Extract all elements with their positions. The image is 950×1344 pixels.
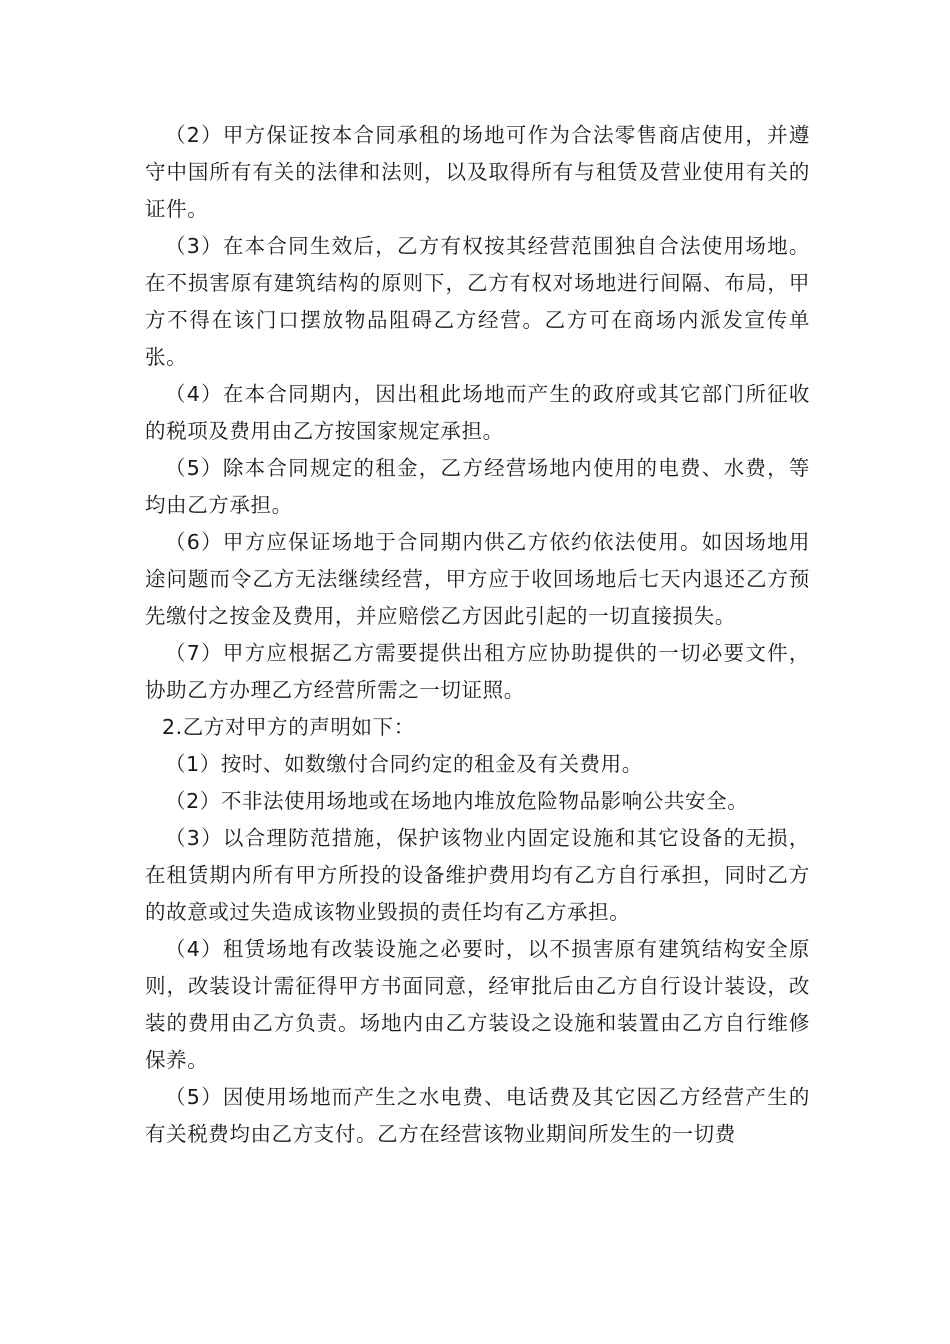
paragraph-party-a-3: （3）在本合同生效后，乙方有权按其经营范围独自合法使用场地。在不损害原有建筑结构的原则下，乙方有权对场地进行间隔、布局，甲方不得在该门口摆放物品阻碍乙方经营。乙方可在商场内派发宣传单张。 [145, 234, 810, 369]
section-heading-party-b: 2.乙方对甲方的声明如下： [162, 715, 415, 739]
paragraph-party-a-6: （6）甲方应保证场地于合同期内供乙方依约依法使用。如因场地用途问题而令乙方无法继续经营，甲方应于收回场地后七天内退还乙方预先缴付之按金及费用，并应赔偿乙方因此引起的一切直接损失。 [145, 530, 810, 628]
document-body [145, 117, 810, 1153]
paragraph-party-a-7: （7）甲方应根据乙方需要提供出租方应协助提供的一切必要文件，协助乙方办理乙方经营所需之一切证照。 [145, 641, 810, 702]
paragraph-party-b-2: （2）不非法使用场地或在场地内堆放危险物品影响公共安全。 [165, 789, 749, 813]
paragraph-party-b-3: （3）以合理防范措施，保护该物业内固定设施和其它设备的无损，在租赁期内所有甲方所投的设备维护费用均有乙方自行承担，同时乙方的故意或过失造成该物业毁损的责任均有乙方承担。 [145, 826, 810, 924]
paragraph-party-b-1: （1）按时、如数缴付合同约定的租金及有关费用。 [165, 752, 643, 776]
paragraph-party-a-5: （5）除本合同规定的租金，乙方经营场地内使用的电费、水费，等均由乙方承担。 [145, 456, 810, 517]
paragraph-party-a-2: （2）甲方保证按本合同承租的场地可作为合法零售商店使用，并遵守中国所有有关的法律和法则，以及取得所有与租赁及营业使用有关的证件。 [145, 123, 810, 221]
paragraph-party-b-5: （5）因使用场地而产生之水电费、电话费及其它因乙方经营产生的有关税费均由乙方支付。乙方在经营该物业期间所发生的一切费 [145, 1085, 810, 1146]
paragraph-party-a-4: （4）在本合同期内，因出租此场地而产生的政府或其它部门所征收的税项及费用由乙方按国家规定承担。 [145, 382, 810, 443]
paragraph-party-b-4: （4）租赁场地有改装设施之必要时，以不损害原有建筑结构安全原则，改装设计需征得甲方书面同意，经审批后由乙方自行设计装设，改装的费用由乙方负责。场地内由乙方装设之设施和装置由乙方自行维修保养。 [145, 937, 810, 1072]
